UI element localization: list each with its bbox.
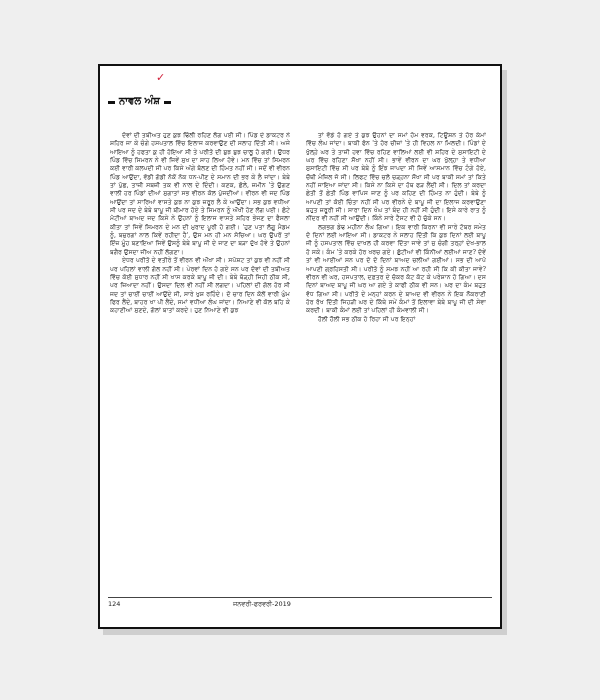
- issue-date: ਜਨਵਰੀ-ਫਰਵਰੀ-2019: [233, 600, 291, 608]
- paragraph: ਦੋਵਾਂ ਦੀ ਤਬੀਅਤ ਹੁਣ ਕੁਝ ਢਿੱਲੀ ਰਹਿਣ ਲੱਗ ਪਈ ਸੀ। ਪਿੰਡ ਦੇ ਡਾਕਟਰ ਨੇ ਸ਼ਹਿਰ ਜਾ ਕੇ ਚੰਗੇ ਹਸਪਤਾਲ ਵਿੱਚ ਇਲਾਜ ਕਰਵਾਉਣ ਦੀ ਸਲਾਹ ਦਿੱਤੀ ਸੀ। ਅਜੇ ਆਇਆ ਨੂੰ ਹਫਤਾ ਕੁ ਹੀ ਹੋਇਆ ਸੀ ਤੇ ਪਰੀਤੋ ਦੀ ਬੁਝ ਬੁਝ ਚਾਲੂ ਹੋ ਗਈ। ਉਧਰ ਪਿੰਡ ਵਿੱਚ ਸਿਮਰਨ ਨੇ ਵੀ ਜਿਵੇਂ ਸੁਖ ਦਾ ਸਾਹ ਲਿਆ ਹੋਵੇ। ਮਨ ਵਿੱਚ ਤਾਂ ਸਿਮਰਨ ਕਈ ਵਾਰੀ ਕਲਪਦੀ ਸੀ ਪਰ ਕਿਸੇ ਅੱਗੇ ਬੋਲਣ ਦੀ ਹਿੰਮਤ ਨਹੀਂ ਸੀ। ਜਦੋਂ ਵੀ ਵੀਰਨ ਪਿੰਡ ਆਉਂਦਾ, ਵੱਡੀ ਗੱਡੀ ਨੱਕੋਂ ਨੱਕ ਧਨ-ਪੀਣ ਦੇ ਸਮਾਨ ਦੀ ਭਰ ਕੇ ਲੈ ਜਾਂਦਾ। ਬੇਬੇ ਤਾਂ ਪੁੱਛ, ਤਾਜ਼ੀ ਸਬਜ਼ੀ ਤਕ ਵੀ ਨਾਲ ਦੇ ਦਿੰਦੀ। ਕਣਕ, ਛੋਲੇ, ਜ਼ਮੀਨ 'ਤੇ ਉਗਣ ਵਾਲੀ ਹਰ ਪਿੰਡਾਂ ਦੀਆਂ ਸੁਗਾਤਾਂ ਸਭ ਵੀਰਨ ਕੋਲ ਪੁੱਜਦੀਆਂ। ਵੀਰਨ ਵੀ ਜਦ ਪਿੰਡ ਆਉਂਦਾ ਤਾਂ ਸਾਰਿਆਂ ਵਾਸਤੇ ਕੁਝ ਨਾ ਕੁਝ ਜ਼ਰੂਰ ਲੈ ਕੇ ਆਉਂਦਾ। ਸਭ ਕੁਝ ਵਧੀਆ ਸੀ ਪਰ ਜਦ ਦੇ ਬੇਬੇ ਬਾਪੂ ਜੀ ਬੀਮਾਰ ਹੋਏ ਤੇ ਸਿਮਰਨ ਨੂੰ ਔਖੀ ਹੋਣ ਲੱਗ ਪਈ। ਛੋਟੇ ਮੋਟੀਆਂ ਬਾਅਦ ਜਦ ਕਿਸੇ ਨੇ ਉਹਨਾਂ ਨੂੰ ਇਲਾਜ ਵਾਸਤੇ ਸ਼ਹਿਰ ਭੇਜਣ ਦਾ ਫੈਸਲਾ ਕੀਤਾ ਤਾਂ ਜਿਵੇਂ ਸਿਮਰਨ ਦੇ ਮਨ ਦੀ ਮੁਰਾਦ ਪੂਰੀ ਹੋ ਗਈ। 'ਹੁਣ ਪਤਾ ਲੱਗੂ ਮੈਡਮ ਨੂੰ, ਬਜ਼ੁਰਗਾਂ ਨਾਲ ਕਿਵੇਂ ਰਹੀਦਾ ਹੈ', ਉਸ ਮਨ ਹੀ ਮਨ ਸੋਚਿਆ। ਘਰ ਉਪਰੋਂ ਤਾਂ ਇੱਜ਼ ਮੂੰਹ ਬਣਾਇਆ ਜਿਵੇਂ ਉਸਨੂੰ ਬੇਬੇ ਬਾਪੂ ਜੀ ਦੇ ਜਾਣ ਦਾ ਬੜਾ ਦੁੱਖ ਹੋਵੇ ਤੇ ਉਹਨਾਂ ਬਗੈਰ ਉਸਦਾ ਜੀਅ ਨਹੀਂ ਲੱਗਣਾ।: [110, 132, 290, 256]
- checkmark-icon: ✓: [156, 71, 166, 84]
- text-column-left: [110, 132, 290, 316]
- paragraph: ਤਾਂ ਵੱਡੇ ਹੋ ਗਏ ਤੇ ਕੁਝ ਉਹਨਾਂ ਦਾ ਸਮਾਂ ਹੋਮ ਵਰਕ, ਟਿਊਸ਼ਨ ਤੇ ਹੋਰ ਕੰਮਾਂ ਵਿੱਚ ਲੰਘ ਜਾਂਦਾ। ਬਾਕੀ ਫੋਨ 'ਤੇ ਹੋਰ ਚੀਜ਼ਾਂ 'ਤੇ ਹੀ ਵਿਹਲ ਨਾ ਮਿਲਦੀ। ਪਿੰਡਾਂ ਦੇ ਖੁੱਲ੍ਹੇ ਘਰ ਤੇ ਤਾਜ਼ੀ ਹਵਾ ਵਿੱਚ ਰਹਿਣ ਵਾਲਿਆਂ ਲਈ ਵੀ ਸ਼ਹਿਰ ਦੇ ਸੁਸਾਇਟੀ ਦੇ ਘਰ ਵਿੱਚ ਰਹਿਣਾ ਸੌਖਾ ਨਹੀਂ ਸੀ। ਭਾਵੇਂ ਵੀਰਨ ਦਾ ਘਰ ਖੁੱਲ੍ਹਾ ਤੇ ਵਧੀਆ ਸੁਸਾਇਟੀ ਵਿੱਚ ਸੀ ਪਰ ਬੇਬੇ ਨੂੰ ਇੰਝ ਜਾਪਦਾ ਸੀ ਜਿਵੇਂ ਆਸਮਾਨ ਵਿੱਚ ਟੰਗੇ ਹੋਏ, ਚੌਥੀ ਮੰਜ਼ਿਲ ਜੋ ਸੀ। ਲਿਫਟ ਵਿੱਚ ਚਲੋ ਚੜ੍ਹਨਾ ਸੌਖਾ ਸੀ ਪਰ ਬਾਕੀ ਸਮਾਂ ਤਾਂ ਕਿਤੇ ਨਹੀਂ ਜਾਇਆ ਜਾਂਦਾ ਸੀ। ਕਿਸੇ ਨਾ ਕਿਸੇ ਦਾ ਹੱਥ ਫੜ ਲੈਂਦੀ ਸੀ। ਦਿਲ ਤਾਂ ਕਰਦਾ ਛੇਤੀ ਤੋਂ ਛੇਤੀ ਪਿੰਡ ਵਾਪਿਸ ਜਾਣ ਨੂੰ ਪਰ ਕਹਿਣ ਦੀ ਹਿੰਮਤ ਨਾ ਹੁੰਦੀ। ਬੇਬੇ ਨੂੰ ਆਪਣੀ ਤਾਂ ਕੋਈ ਚਿੰਤਾ ਨਹੀਂ ਸੀ ਪਰ ਵੀਰਨੇ ਦੇ ਬਾਪੂ ਜੀ ਦਾ ਇਲਾਜ ਕਰਵਾਉਣਾ ਬਹੁਤ ਜ਼ਰੂਰੀ ਸੀ। ਸਾਰਾ ਦਿਨ ਖੰਘ ਤਾਂ ਬੰਦ ਹੀ ਨਹੀਂ ਸੀ ਹੁੰਦੀ। ਇਸੇ ਕਾਰੇ ਰਾਤ ਨੂੰ ਨੀਂਦਰ ਵੀ ਨਹੀਂ ਸੀ ਆਉਂਦੀ। ਕਿੰਨੇ ਸਾਰੇ ਟੈਸਟ ਵੀ ਹੋ ਚੁੱਕੇ ਸਨ।: [306, 132, 486, 223]
- header-bar-left: [108, 101, 115, 104]
- magazine-page: [98, 64, 502, 629]
- footer-rule: [108, 597, 492, 598]
- section-title: ਨਾਵਲ ਅੰਸ਼: [119, 96, 160, 107]
- text-column-right: [306, 132, 486, 324]
- paragraph: ਲਗਭਗ ਡੇਢ ਮਹੀਨਾ ਲੰਘ ਗਿਆ। ਇਕ ਵਾਰੀ ਕਿਰਨਾ ਵੀ ਸਾਰੇ ਟੱਬਰ ਸਮੇਤ ਦੋ ਦਿਨਾਂ ਲਈ ਆਇਆ ਸੀ। ਡਾਕਟਰ ਨੇ ਸਲਾਹ ਦਿੱਤੀ ਕਿ ਕੁਝ ਦਿਨਾਂ ਲਈ ਬਾਪੂ ਜੀ ਨੂੰ ਹਸਪਤਾਲ ਵਿੱਚ ਦਾਖਲ ਹੀ ਕਰਵਾ ਦਿੱਤਾ ਜਾਵੇ ਤਾਂ ਜੁ ਚੰਗੀ ਤਰ੍ਹਾਂ ਦੇਖ-ਭਾਲ ਹੋ ਸਕੇ। ਕੰਮ 'ਤੇ ਕਰਕੇ ਹੋਰ ਖਰਚ ਗਏ। ਛੁੱਟੀਆਂ ਵੀ ਕਿੰਨੀਆਂ ਲਈਆਂ ਜਾਣ? ਦੋਵੇਂ ਤਾਂ ਵੀ ਆਈਆਂ ਸਨ ਪਰ ਦੋ ਦੋ ਦਿਨਾਂ ਬਾਅਦ ਚਲੀਆਂ ਗਈਆਂ। ਸਭ ਦੀ ਆਪੋ ਆਪਣੀ ਗ੍ਰਹਿਸਤੀ ਸੀ। ਪਰੀਤੋ ਨੂੰ ਸਮਝ ਨਹੀਂ ਆ ਰਹੀ ਸੀ ਕਿ ਕੀ ਕੀਤਾ ਜਾਵੇ? ਵੀਰਨ ਵੀ ਘਰ, ਹਸਪਤਾਲ, ਦਫ਼ਤਰ ਦੇ ਚੱਕਰ ਕੱਟ ਕੱਟ ਕੇ ਪਰੇਸ਼ਾਨ ਹੋ ਗਿਆ। ਦਸ ਦਿਨਾਂ ਬਾਅਦ ਬਾਪੂ ਜੀ ਘਰ ਆ ਗਏ ਤੇ ਕਾਫੀ ਠੀਕ ਵੀ ਸਨ। ਘਰ ਦਾ ਕੰਮ ਬਹੁਤ ਵੱਧ ਗਿਆ ਸੀ। ਪਰੀਤੋ ਦੇ ਮਨ੍ਹਾਂ ਕਰਨ ਦੇ ਬਾਅਦ ਵੀ ਵੀਰਨ ਨੇ ਇਕ ਨੌਕਰਾਣੀ ਹੋਰ ਰੱਖ ਦਿੱਤੀ ਜਿਹੜੀ ਘਰ ਦੇ ਕਿੱਥੇ ਸਮੇਂ ਕੰਮਾਂ ਤੋਂ ਇਲਾਵਾ ਬੇਬੇ ਬਾਪੂ ਜੀ ਦੀ ਸੇਵਾ ਕਰਦੀ। ਬਾਕੀ ਕੰਮਾਂ ਲਈ ਤਾਂ ਪਹਿਲਾਂ ਹੀ ਕੰਮਵਾਲੀ ਸੀ।: [306, 223, 486, 315]
- paragraph: ਹੌਲੀ ਹੌਲੀ ਸਭ ਠੀਕ ਹੋ ਰਿਹਾ ਸੀ ਪਰ ਇਨ੍ਹਾਂ: [318, 315, 416, 323]
- paragraph: ਏਧਰ ਪਰੀਤੋ ਦੇ ਵਤੀਰੇ ਤੋਂ ਵੀਰਨ ਵੀ ਔਖਾ ਸੀ। ਸਪੱਸ਼ਟ ਤਾਂ ਕੁਝ ਵੀ ਨਹੀਂ ਸੀ ਪਰ ਪਹਿਲਾਂ ਵਾਲੀ ਗੱਲ ਨਹੀਂ ਸੀ। ਪੇਰਵਾਂ ਦਿਨ ਹੋ ਗਏ ਸਨ ਪਰ ਦੋਵਾਂ ਦੀ ਤਬੀਅਤ ਵਿੱਚ ਕੋਈ ਸੁਧਾਰ ਨਹੀਂ ਸੀ ਖਾਸ ਕਰਕੇ ਬਾਪੂ ਜੀ ਦੀ। ਬੇਬੇ ਥੋੜ੍ਹੀ ਜਿਹੀ ਠੀਕ ਸੀ, ਪਰ ਜ਼ਿਆਦਾ ਨਹੀਂ। ਉਸਦਾ ਦਿਲ ਵੀ ਨਹੀਂ ਸੀ ਲਗਦਾ। ਪਹਿਲਾਂ ਦੀ ਗੱਲ ਹੋਰ ਸੀ ਜਦ ਤਾਂ ਚਾਈਂ ਚਾਈਂ ਆਉਂਦੇ ਸੀ, ਸਾਰੇ ਖੁਸ਼ ਰਹਿੰਦੇ। ਦੋ ਚਾਰ ਦਿਨ ਕੋਲੋਂ ਵਾਰੀ ਘੁੰਮ ਫਿਰ ਲੈਂਦੇ, ਬਾਹਰ ਖਾ ਪੀ ਲੈਂਦੇ, ਸਮਾਂ ਵਧੀਆ ਲੰਘ ਜਾਂਦਾ। ਨਿਆਣੇ ਵੀ ਕੋਲ ਬਹਿ ਕੇ ਕਹਾਣੀਆਂ ਸੁਣਦੇ, ਗੱਲਾਂ ਬਾਤਾਂ ਕਰਦੇ। ਹੁਣ ਨਿਆਣੇ ਵੀ ਕੁਝ: [110, 257, 290, 315]
- header-bar-right: [164, 101, 171, 104]
- section-header: [108, 94, 228, 110]
- page-number: 124: [108, 600, 121, 608]
- page-footer: [108, 600, 492, 610]
